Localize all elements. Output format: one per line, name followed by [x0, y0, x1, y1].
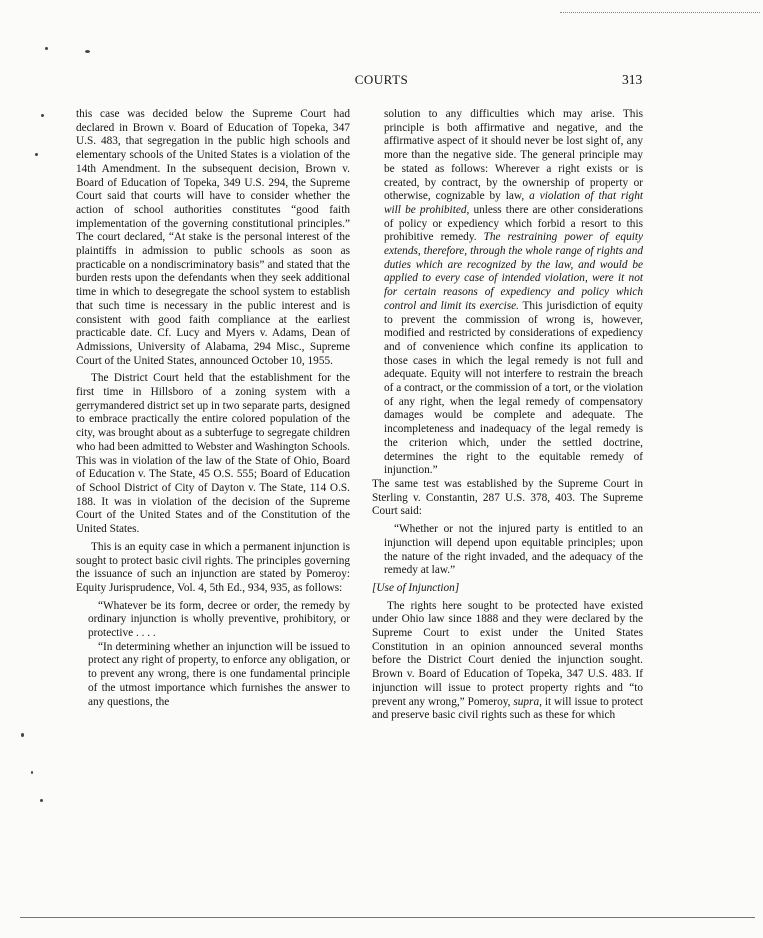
- paragraph-text: The rights here sought to be protected have existed under Ohio law since 1888 and they were declared by the Supreme Court to exist under the United States Constitution in an opinion announced several months before the District Court denied the injunction sought. Brown v. Board of Education of Topeka, 347 U.S. 483. If injunction will issue to protect property rights and “to prevent any wrong,” Pomeroy,: [372, 599, 643, 708]
- paragraph-equity-case: This is an equity case in which a permanent injunction is sought to protect basic civil rights. The principles governing the issuance of such an injunction are stated by Pomeroy: Equity Jurisprudence, Vol. 4, 5th Ed., 934, 935, as follows:: [76, 540, 350, 594]
- quote-text: solution to any difficulties which may arise. This principle is both affirmative and negative, and the affirmative aspect of it should never be lost sight of, any more than the negative side. The general principle may be stated as follows: Wherever a right exists or is created, by contract, by the ownership of property or otherwise, cognizable by law,: [384, 108, 643, 203]
- scan-speck: [85, 50, 90, 53]
- page-number: 313: [622, 72, 643, 87]
- scan-speck: [31, 771, 33, 774]
- running-header-title: COURTS: [354, 72, 409, 87]
- scan-speck: [45, 47, 48, 50]
- top-scan-dotted-line: [560, 12, 760, 13]
- quote-pomeroy-continued: [384, 108, 643, 478]
- quote-sterling: “Whether or not the injured party is entitled to an injunction will depend upon equitable principles; upon the nature of the right invaded, and the adequacy of the remedy at law.”: [384, 523, 643, 577]
- paragraph-brown-decision: this case was decided below the Supreme Court had declared in Brown v. Board of Education of Topeka, 347 U.S. 483, that segregation in the public high schools and elementary schools of the United States is a violation of the 14th Amendment. In the subsequent decision, Brown v. Board of Education of Topeka, 349 U.S. 294, the Supreme Court said that courts will have to consider whether the action of school authorities constitutes “good faith implementation of the governing constitutional principles.” The court declared, “At stake is the personal interest of the plaintiffs in admission to public schools as soon as practicable on a nondiscriminatory basis” and stated that the burden rests upon the defendants when they seek additional time in which to desegregate the school system to establish that such time is necessary in the public interest and is consistent with good faith compliance at the earliest practicable date. Cf. Lucy and Myers v. Adams, Dean of Admissions, University of Alabama, 294 Misc., Supreme Court of the United States, announced October 10, 1955.: [76, 108, 350, 367]
- paragraph-text: it will issue to protect and preserve basic civil rights such as these for which: [372, 695, 643, 722]
- scan-speck: [21, 733, 24, 737]
- scan-speck: [41, 114, 44, 117]
- quote-italic-text: The restraining power of equity extends, therefore, through the whole range of rights and duties which are recognized by the law, and would be applied to every case of intended violation, were it not for certain reasons of expediency and policy which control and limit its exercise.: [384, 231, 644, 312]
- quote-italic-text: a violation of that right will be prohibited,: [384, 190, 643, 216]
- paragraph-sterling: The same test was established by the Supreme Court in Sterling v. Constantin, 287 U.S. 378, 403. The Supreme Court said:: [372, 477, 643, 518]
- paragraph-italic-text: supra,: [513, 695, 542, 708]
- quote-text: This jurisdiction of equity to prevent the commission of wrong is, however, modified and restricted by considerations of expediency and of convenience which confine its application to those cases in which the legal remedy is not full and adequate. Equity will not interfere to restrain the breach of a contract, or the commission of a tort, or the violation of any right, when the legal remedy of compensatory damages would be complete and adequate. The incompleteness and inadequacy of the legal remedy is the criterion which, under the settled doctrine, determines the right to the equitable remedy of injunction.”: [384, 299, 643, 477]
- scan-speck: [40, 799, 43, 802]
- paragraph-rights-protected: [372, 600, 643, 723]
- bottom-scan-rule: [20, 917, 755, 918]
- quote-pomeroy-determining: “In determining whether an injunction will be issued to protect any right of property, to enforce any obligation, or to prevent any wrong, there is one fundamental principle of the utmost importance which furnishes the answer to any questions, the: [88, 640, 350, 708]
- left-column: [76, 108, 350, 709]
- section-heading-use-of-injunction: [Use of Injunction]: [372, 581, 460, 594]
- quote-text: unless there are other considerations of policy or expediency which forbid a resort to this prohibitive remedy.: [384, 203, 643, 244]
- quote-pomeroy-form: “Whatever be its form, decree or order, the remedy by ordinary injunction is wholly preventive, prohibitory, or protective . . . .: [88, 599, 350, 640]
- scan-speck: [35, 153, 38, 156]
- right-column: [372, 108, 643, 723]
- paragraph-district-court: The District Court held that the establishment for the first time in Hillsboro of a zoning system with a gerrymandered district set up in two separate parts, designed to embrace practically the entire colored population of the city, was brought about as a subterfuge to segregate children who had been admitted to Webster and Washington Schools. This was in violation of the law of the State of Ohio, Board of Education v. The State, 45 O.S. 555; Board of Education of School District of City of Dayton v. The State, 114 O.S. 188. It was in violation of the decision of the Supreme Court of the United States and of the Constitution of the United States.: [76, 372, 350, 536]
